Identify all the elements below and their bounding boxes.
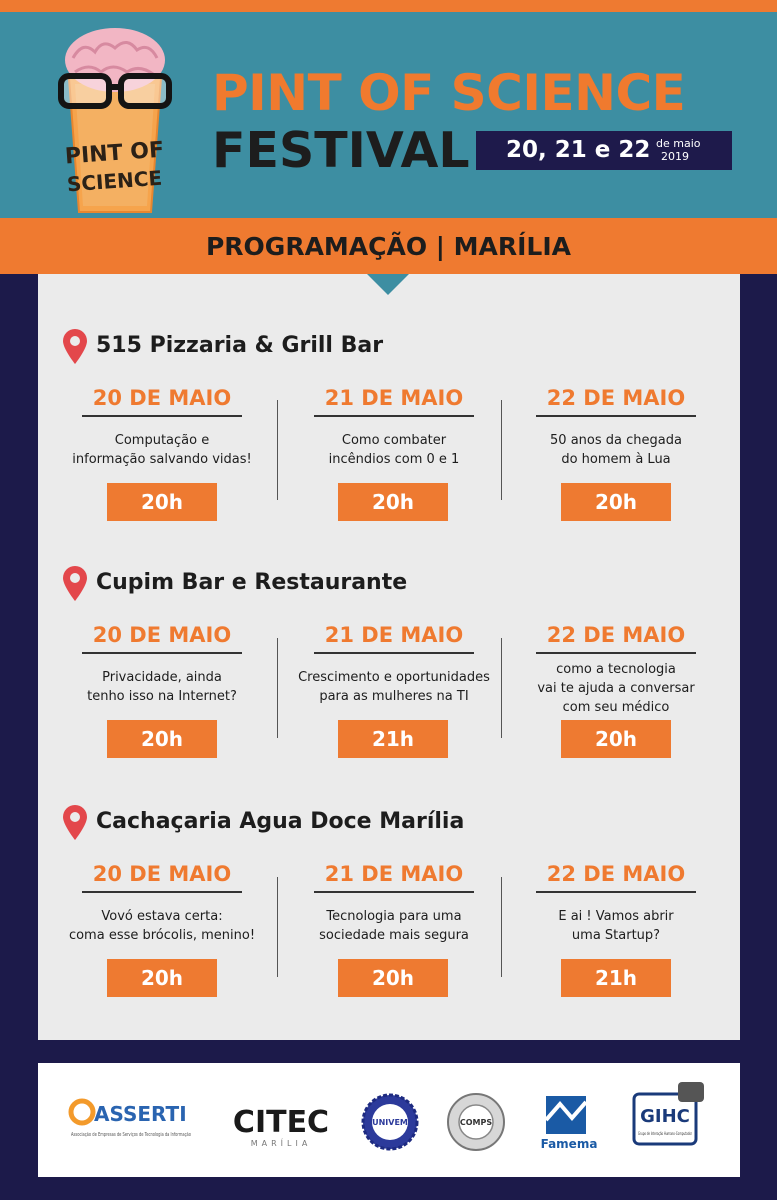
asserti-logo — [66, 1090, 196, 1154]
gihc-logo — [626, 1080, 708, 1154]
event-date: 22 DE MAIO — [546, 386, 686, 410]
event-time-v3-d1: 20h — [107, 959, 217, 997]
event-v3-d1 — [57, 861, 267, 945]
comps-logo — [444, 1090, 508, 1154]
program-banner-text: PROGRAMAÇÃO | MARÍLIA — [205, 232, 571, 261]
pint-logo-icon — [55, 20, 175, 220]
gihc-name: GIHC — [640, 1106, 690, 1127]
date-underline — [82, 415, 242, 417]
column-divider — [277, 400, 278, 500]
date-underline — [314, 891, 474, 893]
famema-name: Famema — [540, 1137, 598, 1151]
venue-title-1: 515 Pizzaria & Grill Bar — [96, 333, 384, 358]
citec-sub: MARÍLIA — [250, 1139, 312, 1148]
event-v2-d1 — [57, 622, 267, 706]
event-v1-d3 — [511, 385, 721, 469]
comps-name: COMPS — [459, 1118, 493, 1127]
event-v1-d2 — [289, 385, 499, 469]
event-date: 21 DE MAIO — [324, 862, 464, 886]
event-talk: Tecnologia para uma sociedade mais segura — [319, 909, 469, 943]
gihc-tagline: Grupo de Interação Humano-Computador — [638, 1131, 693, 1136]
event-talk: Como combater incêndios com 0 e 1 — [328, 433, 460, 467]
column-divider — [277, 638, 278, 738]
venue-title-3: Cachaçaria Agua Doce Marília — [96, 809, 465, 834]
event-date: 20 DE MAIO — [92, 862, 232, 886]
column-divider — [501, 638, 502, 738]
event-v1-d1 — [57, 385, 267, 469]
logo-text-2: SCIENCE — [66, 165, 163, 197]
panel-arrow — [367, 274, 409, 295]
program-banner — [0, 218, 777, 274]
citec-name: CITEC — [232, 1105, 330, 1140]
festival-dates-box — [476, 131, 732, 170]
event-time-v2-d1: 20h — [107, 720, 217, 758]
event-date: 21 DE MAIO — [324, 386, 464, 410]
top-strip — [0, 0, 777, 12]
event-time-v3-d2: 20h — [338, 959, 448, 997]
event-v3-d3 — [511, 861, 721, 945]
date-underline — [82, 891, 242, 893]
festival-month: de maio — [656, 137, 701, 150]
famema-logo — [532, 1090, 606, 1154]
event-date: 20 DE MAIO — [92, 623, 232, 647]
asserti-name: ASSERTI — [94, 1102, 187, 1126]
column-divider — [277, 877, 278, 977]
location-pin-icon — [60, 564, 90, 602]
festival-year: 2019 — [661, 150, 689, 163]
event-talk: como a tecnologia vai te ajuda a conversar com seu médico — [537, 662, 695, 715]
event-date: 22 DE MAIO — [546, 862, 686, 886]
date-underline — [536, 415, 696, 417]
festival-dates: 20, 21 e 22 — [506, 137, 651, 163]
univem-name: UNIVEM — [372, 1118, 408, 1127]
event-v3-d2 — [289, 861, 499, 945]
date-underline — [82, 652, 242, 654]
date-underline — [536, 652, 696, 654]
event-date: 20 DE MAIO — [92, 386, 232, 410]
location-pin-icon — [60, 803, 90, 841]
event-time-v1-d2: 20h — [338, 483, 448, 521]
column-divider — [501, 400, 502, 500]
logo-text-1: PINT OF — [64, 137, 165, 170]
event-talk: Computação e informação salvando vidas! — [72, 433, 252, 467]
event-v2-d3 — [511, 622, 721, 717]
event-time-v2-d3: 20h — [561, 720, 671, 758]
event-time-v1-d1: 20h — [107, 483, 217, 521]
event-date: 22 DE MAIO — [546, 623, 686, 647]
venue-title-2: Cupim Bar e Restaurante — [96, 570, 408, 595]
event-talk: Crescimento e oportunidades para as mulheres na TI — [298, 670, 490, 704]
event-time-v1-d3: 20h — [561, 483, 671, 521]
event-date: 21 DE MAIO — [324, 623, 464, 647]
event-time-v3-d3: 21h — [561, 959, 671, 997]
event-time-v2-d2: 21h — [338, 720, 448, 758]
asserti-tagline: Associação de Empresas de Serviços de Tecnologia da Informação — [71, 1132, 191, 1138]
event-talk: E ai ! Vamos abrir uma Startup? — [558, 909, 674, 943]
event-v2-d2 — [279, 622, 509, 706]
festival-title-line1: PINT OF SCIENCE — [212, 64, 686, 122]
festival-title-line2: FESTIVAL — [212, 122, 470, 179]
univem-logo — [360, 1090, 420, 1154]
event-talk: Privacidade, ainda tenho isso na Internet? — [87, 670, 237, 704]
date-underline — [314, 652, 474, 654]
column-divider — [501, 877, 502, 977]
event-talk: Vovó estava certa: coma esse brócolis, menino! — [68, 909, 256, 943]
citec-logo — [222, 1090, 340, 1154]
event-talk: 50 anos da chegada do homem à Lua — [550, 433, 682, 467]
date-underline — [314, 415, 474, 417]
location-pin-icon — [60, 327, 90, 365]
date-underline — [536, 891, 696, 893]
